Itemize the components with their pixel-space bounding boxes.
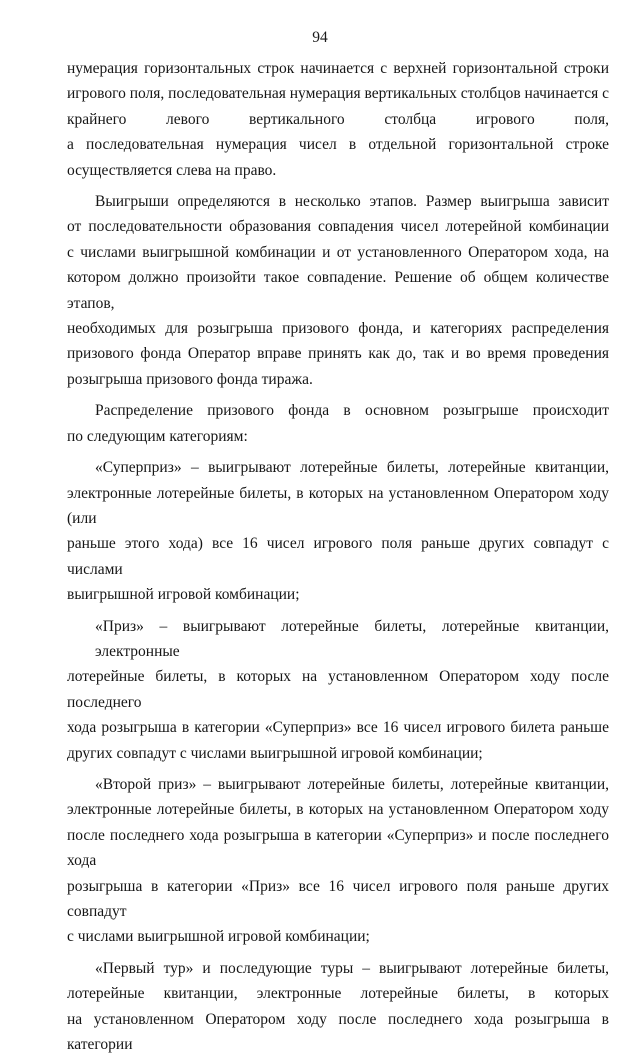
paragraph-prize xyxy=(67,614,609,766)
paragraph-1 xyxy=(67,56,609,183)
text-line: после последнего хода розыгрыша в категории «Суперприз» и после последнего хода xyxy=(67,826,609,870)
text-line: призового фонда Оператор вправе принять как до, так и во время проведения xyxy=(67,345,609,363)
text-line: раньше этого хода) все 16 чисел игрового поля раньше других совпадут с числами xyxy=(67,535,609,578)
text-line: игрового поля, последовательная нумерация вертикальных столбцов начинается с xyxy=(67,85,609,103)
text-line: Выигрыши определяются в несколько этапов. Размер выигрыша зависит xyxy=(95,193,609,211)
text-line: с числами выигрышной игровой комбинации; xyxy=(67,928,370,946)
text-line: крайнего левого вертикального столбца игрового поля, xyxy=(67,110,609,128)
text-line: на установленном Оператором ходу после последнего хода розыгрыша в категории xyxy=(67,1010,609,1054)
text-line: выигрышной игровой комбинации; xyxy=(67,586,300,604)
text-line: «Второй приз» – выигрывают лотерейные билеты, лотерейные квитанции, xyxy=(95,775,609,793)
paragraph-first-round xyxy=(67,956,609,1057)
paragraph-2 xyxy=(67,189,609,392)
text-line: котором должно произойти такое совпадение. Решение об общем количестве этапов, xyxy=(67,269,609,312)
paragraph-second-prize xyxy=(67,772,609,950)
text-line: нумерация горизонтальных строк начинается с верхней горизонтальной строки xyxy=(67,60,609,77)
text-line: «Суперприз» – выигрывают лотерейные билеты, лотерейные квитанции, xyxy=(95,459,609,477)
text-line: от последовательности образования совпадения чисел лотерейной комбинации xyxy=(67,218,609,236)
paragraph-3 xyxy=(67,398,609,449)
text-line: лотерейные билеты, в которых на установленном Оператором ходу после последнего xyxy=(67,668,609,711)
paragraph-superprize xyxy=(67,455,609,607)
document-body xyxy=(67,56,609,1057)
text-line: других совпадут с числами выигрышной игровой комбинации; xyxy=(67,744,483,762)
text-line: Распределение призового фонда в основном розыгрыше происходит xyxy=(95,402,609,420)
text-line: хода розыгрыша в категории «Суперприз» все 16 чисел игрового билета раньше xyxy=(67,719,609,737)
text-line: с числами выигрышной комбинации и от установленного Оператором хода, на xyxy=(67,243,609,261)
text-line: осуществляется слева на право. xyxy=(67,161,277,179)
text-line: а последовательная нумерация чисел в отдельной горизонтальной строке xyxy=(67,136,609,154)
text-line: «Приз» – выигрывают лотерейные билеты, лотерейные квитанции, электронные xyxy=(95,617,609,660)
text-line: необходимых для розыгрыша призового фонда, и категориях распределения xyxy=(67,320,609,338)
text-line: розыгрыша в категории «Приз» все 16 чисел игрового поля раньше других совпадут xyxy=(67,877,609,920)
text-line: розыгрыша призового фонда тиража. xyxy=(67,370,313,388)
text-line: по следующим категориям: xyxy=(67,427,248,445)
text-line: электронные лотерейные билеты, в которых на установленном Оператором ходу xyxy=(67,801,609,819)
text-line: лотерейные квитанции, электронные лотерейные билеты, в которых xyxy=(67,985,609,1003)
text-line: электронные лотерейные билеты, в которых на установленном Оператором ходу (или xyxy=(67,484,609,527)
text-line: «Первый тур» и последующие туры – выигрывают лотерейные билеты, xyxy=(95,959,609,977)
page-number: 94 xyxy=(312,29,328,46)
